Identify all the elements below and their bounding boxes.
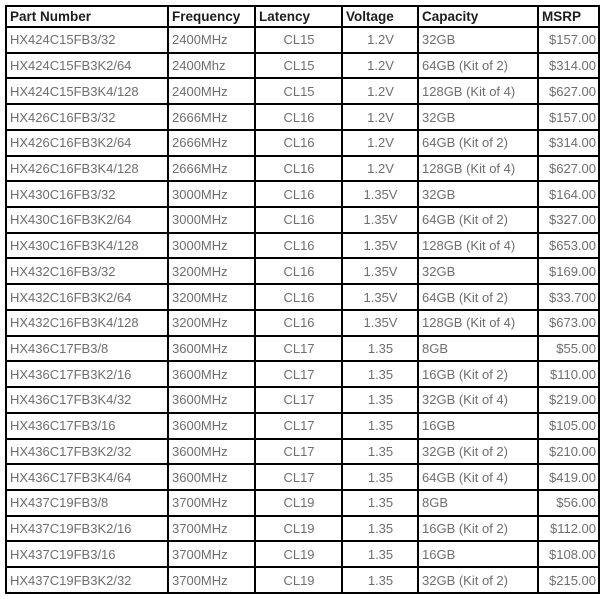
cell-frequency: 3600MHz [168, 413, 255, 439]
cell-part-number: HX424C15FB3/32 [6, 27, 168, 53]
cell-msrp: $164.00 [538, 181, 599, 207]
cell-capacity: 128GB (Kit of 4) [418, 310, 538, 336]
cell-msrp: $169.00 [538, 258, 599, 284]
cell-voltage: 1.35 [342, 541, 418, 567]
cell-part-number: HX430C16FB3K2/64 [6, 207, 168, 233]
table-row [6, 156, 599, 182]
cell-msrp: $627.00 [538, 156, 599, 182]
cell-voltage: 1.2V [342, 104, 418, 130]
cell-capacity: 16GB [418, 541, 538, 567]
cell-frequency: 3600MHz [168, 387, 255, 413]
cell-voltage: 1.35 [342, 361, 418, 387]
cell-part-number: HX432C16FB3K4/128 [6, 310, 168, 336]
cell-latency: CL15 [255, 27, 342, 53]
cell-capacity: 8GB [418, 490, 538, 516]
cell-frequency: 3600MHz [168, 439, 255, 465]
cell-latency: CL19 [255, 567, 342, 593]
cell-msrp: $314.00 [538, 53, 599, 79]
cell-part-number: HX436C17FB3/16 [6, 413, 168, 439]
table-row [6, 284, 599, 310]
cell-part-number: HX436C17FB3K2/16 [6, 361, 168, 387]
column-header-voltage: Voltage [342, 6, 418, 27]
table-row [6, 490, 599, 516]
cell-capacity: 16GB [418, 413, 538, 439]
cell-frequency: 3700MHz [168, 541, 255, 567]
cell-frequency: 3600MHz [168, 336, 255, 362]
cell-voltage: 1.35V [342, 258, 418, 284]
cell-part-number: HX436C17FB3K4/64 [6, 464, 168, 490]
table-row [6, 464, 599, 490]
cell-voltage: 1.2V [342, 130, 418, 156]
cell-voltage: 1.2V [342, 53, 418, 79]
cell-capacity: 64GB (Kit of 2) [418, 207, 538, 233]
cell-msrp: $327.00 [538, 207, 599, 233]
table-row [6, 541, 599, 567]
cell-part-number: HX437C19FB3/8 [6, 490, 168, 516]
spec-table [5, 5, 600, 594]
cell-part-number: HX424C15FB3K2/64 [6, 53, 168, 79]
cell-part-number: HX436C17FB3K4/32 [6, 387, 168, 413]
cell-msrp: $108.00 [538, 541, 599, 567]
table-row [6, 361, 599, 387]
cell-latency: CL16 [255, 181, 342, 207]
cell-part-number: HX424C15FB3K4/128 [6, 78, 168, 104]
cell-latency: CL15 [255, 53, 342, 79]
column-header-frequency: Frequency [168, 6, 255, 27]
table-row [6, 439, 599, 465]
cell-part-number: HX432C16FB3K2/64 [6, 284, 168, 310]
cell-capacity: 8GB [418, 336, 538, 362]
cell-frequency: 3200MHz [168, 310, 255, 336]
cell-frequency: 3600MHz [168, 464, 255, 490]
cell-voltage: 1.2V [342, 78, 418, 104]
cell-voltage: 1.35 [342, 567, 418, 593]
cell-msrp: $56.00 [538, 490, 599, 516]
cell-msrp: $653.00 [538, 233, 599, 259]
cell-voltage: 1.35 [342, 413, 418, 439]
cell-frequency: 3700MHz [168, 516, 255, 542]
cell-voltage: 1.35V [342, 181, 418, 207]
cell-latency: CL17 [255, 361, 342, 387]
cell-capacity: 32GB (Kit of 4) [418, 387, 538, 413]
cell-frequency: 3600MHz [168, 361, 255, 387]
table-row [6, 258, 599, 284]
cell-latency: CL17 [255, 464, 342, 490]
table-row [6, 207, 599, 233]
table-row [6, 387, 599, 413]
cell-latency: CL19 [255, 516, 342, 542]
cell-frequency: 2400MHz [168, 27, 255, 53]
cell-latency: CL17 [255, 387, 342, 413]
cell-capacity: 16GB (Kit of 2) [418, 361, 538, 387]
cell-voltage: 1.2V [342, 27, 418, 53]
cell-part-number: HX436C17FB3K2/32 [6, 439, 168, 465]
cell-voltage: 1.35 [342, 387, 418, 413]
table-row [6, 233, 599, 259]
table-row [6, 516, 599, 542]
cell-frequency: 2666MHz [168, 130, 255, 156]
cell-voltage: 1.35 [342, 336, 418, 362]
cell-part-number: HX436C17FB3/8 [6, 336, 168, 362]
cell-part-number: HX432C16FB3/32 [6, 258, 168, 284]
cell-voltage: 1.35V [342, 284, 418, 310]
cell-voltage: 1.35 [342, 439, 418, 465]
cell-capacity: 128GB (Kit of 4) [418, 156, 538, 182]
header-row [6, 6, 599, 27]
cell-msrp: $314.00 [538, 130, 599, 156]
cell-msrp: $627.00 [538, 78, 599, 104]
cell-frequency: 2666MHz [168, 104, 255, 130]
cell-voltage: 1.35 [342, 516, 418, 542]
cell-frequency: 3200MHz [168, 284, 255, 310]
table-row [6, 53, 599, 79]
cell-voltage: 1.35 [342, 490, 418, 516]
cell-frequency: 3000MHz [168, 207, 255, 233]
cell-capacity: 32GB [418, 27, 538, 53]
cell-frequency: 2400Mhz [168, 53, 255, 79]
cell-voltage: 1.35V [342, 310, 418, 336]
cell-capacity: 128GB (Kit of 4) [418, 233, 538, 259]
table-row [6, 336, 599, 362]
cell-part-number: HX426C16FB3/32 [6, 104, 168, 130]
cell-msrp: $219.00 [538, 387, 599, 413]
cell-latency: CL16 [255, 233, 342, 259]
table-row [6, 78, 599, 104]
cell-msrp: $55.00 [538, 336, 599, 362]
cell-msrp: $210.00 [538, 439, 599, 465]
cell-part-number: HX437C19FB3/16 [6, 541, 168, 567]
cell-msrp: $419.00 [538, 464, 599, 490]
cell-capacity: 32GB [418, 258, 538, 284]
cell-latency: CL15 [255, 78, 342, 104]
cell-latency: CL17 [255, 336, 342, 362]
cell-capacity: 64GB (Kit of 2) [418, 130, 538, 156]
column-header-part-number: Part Number [6, 6, 168, 27]
cell-latency: CL16 [255, 207, 342, 233]
table-row [6, 310, 599, 336]
cell-msrp: $112.00 [538, 516, 599, 542]
cell-latency: CL16 [255, 104, 342, 130]
cell-latency: CL19 [255, 490, 342, 516]
cell-latency: CL16 [255, 310, 342, 336]
cell-voltage: 1.35V [342, 233, 418, 259]
table-body [6, 27, 599, 593]
cell-capacity: 32GB (Kit of 2) [418, 439, 538, 465]
cell-voltage: 1.35 [342, 464, 418, 490]
table-row [6, 104, 599, 130]
column-header-latency: Latency [255, 6, 342, 27]
cell-capacity: 64GB (Kit of 2) [418, 284, 538, 310]
cell-frequency: 2666MHz [168, 156, 255, 182]
cell-frequency: 3000MHz [168, 181, 255, 207]
cell-part-number: HX426C16FB3K2/64 [6, 130, 168, 156]
cell-latency: CL17 [255, 439, 342, 465]
cell-msrp: $157.00 [538, 27, 599, 53]
cell-frequency: 3000MHz [168, 233, 255, 259]
column-header-capacity: Capacity [418, 6, 538, 27]
cell-frequency: 2400MHz [168, 78, 255, 104]
cell-capacity: 64GB (Kit of 4) [418, 464, 538, 490]
cell-capacity: 32GB [418, 104, 538, 130]
cell-frequency: 3700MHz [168, 567, 255, 593]
cell-msrp: $215.00 [538, 567, 599, 593]
cell-latency: CL17 [255, 413, 342, 439]
cell-capacity: 64GB (Kit of 2) [418, 53, 538, 79]
cell-frequency: 3700MHz [168, 490, 255, 516]
cell-capacity: 128GB (Kit of 4) [418, 78, 538, 104]
table-header [6, 6, 599, 27]
cell-msrp: $157.00 [538, 104, 599, 130]
cell-latency: CL19 [255, 541, 342, 567]
column-header-msrp: MSRP [538, 6, 599, 27]
cell-frequency: 3200MHz [168, 258, 255, 284]
cell-voltage: 1.2V [342, 156, 418, 182]
cell-msrp: $33.700 [538, 284, 599, 310]
cell-msrp: $110.00 [538, 361, 599, 387]
table-row [6, 130, 599, 156]
cell-voltage: 1.35V [342, 207, 418, 233]
cell-part-number: HX437C19FB3K2/32 [6, 567, 168, 593]
cell-part-number: HX430C16FB3K4/128 [6, 233, 168, 259]
cell-part-number: HX430C16FB3/32 [6, 181, 168, 207]
cell-msrp: $105.00 [538, 413, 599, 439]
cell-latency: CL16 [255, 258, 342, 284]
cell-part-number: HX437C19FB3K2/16 [6, 516, 168, 542]
table-row [6, 27, 599, 53]
cell-capacity: 16GB (Kit of 2) [418, 516, 538, 542]
table-row [6, 567, 599, 593]
cell-part-number: HX426C16FB3K4/128 [6, 156, 168, 182]
cell-latency: CL16 [255, 156, 342, 182]
table-row [6, 413, 599, 439]
table-row [6, 181, 599, 207]
cell-latency: CL16 [255, 284, 342, 310]
cell-capacity: 32GB (Kit of 2) [418, 567, 538, 593]
cell-latency: CL16 [255, 130, 342, 156]
cell-capacity: 32GB [418, 181, 538, 207]
cell-msrp: $673.00 [538, 310, 599, 336]
